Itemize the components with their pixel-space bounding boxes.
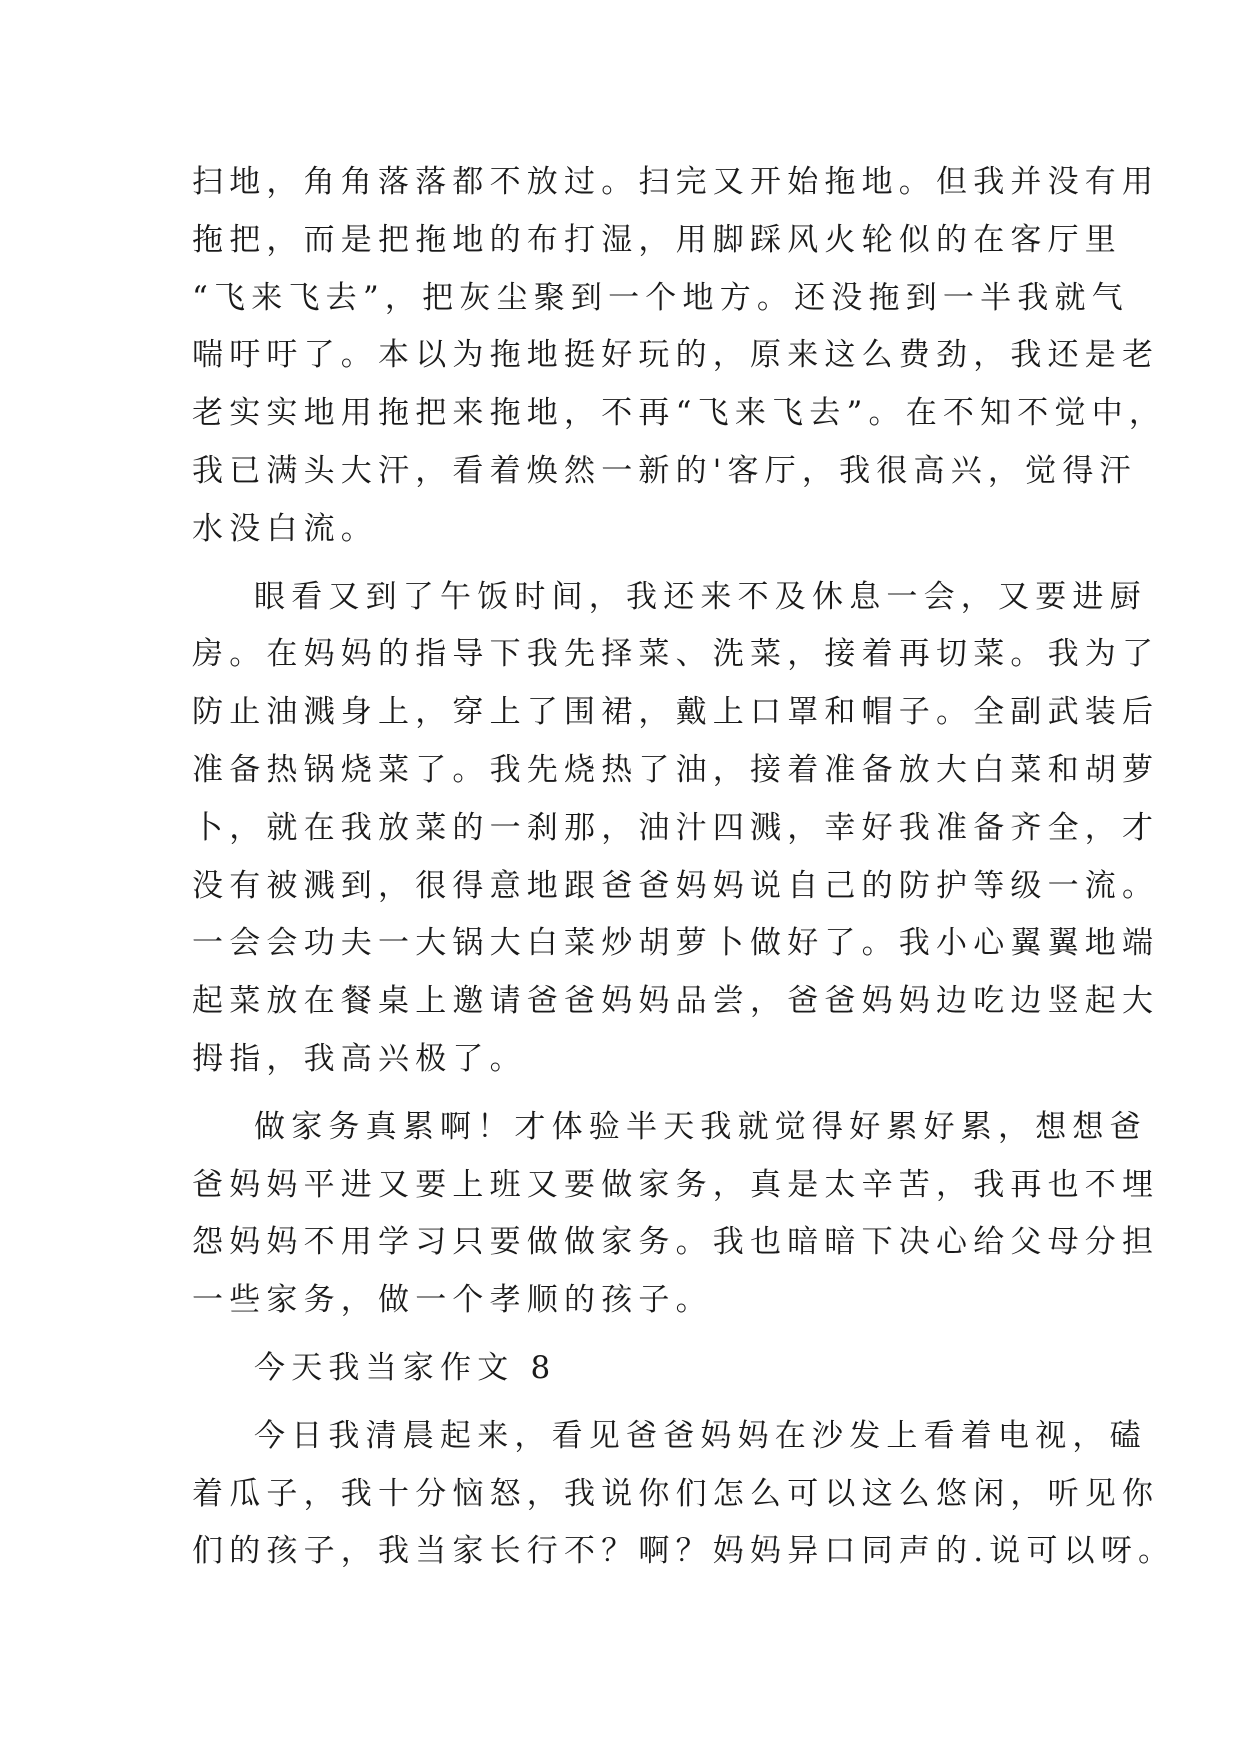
paragraph-line: 们的孩子，我当家长行不？啊？妈妈异口同声的.说可以呀。 — [192, 1533, 1176, 1570]
paragraph-line: “飞来飞去”，把灰尘聚到一个地方。还没拖到一半我就气 — [192, 279, 1129, 316]
paragraph-line: 做家务真累啊！才体验半天我就觉得好累好累，想想爸 — [254, 1108, 1147, 1145]
paragraph-line: 起菜放在餐桌上邀请爸爸妈妈品尝，爸爸妈妈边吃边竖起大 — [192, 983, 1160, 1020]
paragraph-3 — [192, 1099, 1160, 1330]
paragraph-line: 着瓜子，我十分恼怒，我说你们怎么可以这么悠闲，听见你 — [192, 1475, 1160, 1512]
paragraph-4 — [192, 1408, 1176, 1581]
paragraph-line: 一些家务，做一个孝顺的孩子。 — [192, 1282, 713, 1319]
paragraph-line: 一会会功夫一大锅大白菜炒胡萝卜做好了。我小心翼翼地端 — [192, 925, 1160, 962]
paragraph-line: 拖把，而是把拖地的布打湿，用脚踩风火轮似的在客厅里 — [192, 221, 1122, 258]
paragraph-line: 水没白流。 — [192, 510, 378, 547]
paragraph-line: 拇指，我高兴极了。 — [192, 1040, 527, 1077]
paragraph-line: 眼看又到了午饭时间，我还来不及休息一会，又要进厨 — [254, 578, 1147, 615]
paragraph-line: 喘吁吁了。本以为拖地挺好玩的，原来这么费劲，我还是老 — [192, 337, 1160, 374]
section-heading: 今天我当家作文 8 — [254, 1349, 557, 1386]
paragraph-line: 我已满头大汗，看着焕然一新的'客厅，我很高兴，觉得汗 — [192, 452, 1137, 489]
document-body — [192, 154, 1176, 1581]
paragraph-2 — [192, 569, 1160, 1089]
paragraph-line: 老实实地用拖把来拖地，不再“飞来飞去”。在不知不觉中， — [192, 395, 1167, 432]
paragraph-line: 卜，就在我放菜的一刹那，油汁四溅，幸好我准备齐全，才 — [192, 809, 1160, 846]
paragraph-line: 准备热锅烧菜了。我先烧热了油，接着准备放大白菜和胡萝 — [192, 751, 1160, 788]
paragraph-line: 扫地，角角落落都不放过。扫完又开始拖地。但我并没有用 — [192, 164, 1160, 200]
paragraph-line: 防止油溅身上，穿上了围裙，戴上口罩和帽子。全副武装后 — [192, 694, 1160, 731]
paragraph-line: 爸妈妈平进又要上班又要做家务，真是太辛苦，我再也不埋 — [192, 1166, 1160, 1203]
paragraph-line: 没有被溅到，很得意地跟爸爸妈妈说自己的防护等级一流。 — [192, 867, 1160, 904]
paragraph-1 — [192, 154, 1167, 559]
paragraph-line: 房。在妈妈的指导下我先择菜、洗菜，接着再切菜。我为了 — [192, 636, 1160, 673]
paragraph-line: 怨妈妈不用学习只要做做家务。我也暗暗下决心给父母分担 — [192, 1224, 1160, 1261]
paragraph-line: 今日我清晨起来，看见爸爸妈妈在沙发上看着电视，磕 — [254, 1417, 1147, 1454]
